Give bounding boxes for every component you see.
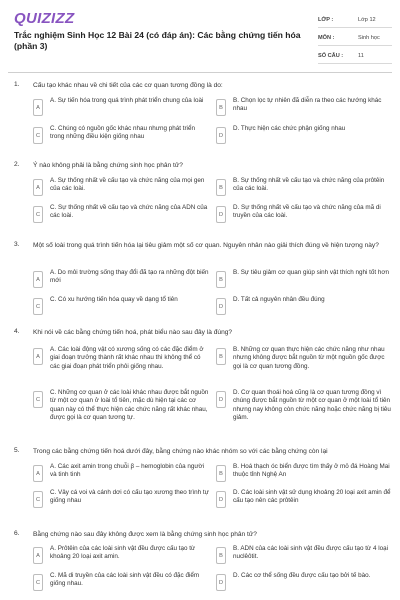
option-letter-box: C [33,574,43,591]
option-d[interactable] [216,296,394,315]
option-text: A. Sự tiến hóa trong quá trình phát triển chung của loài [50,97,204,104]
question-number: 1. [14,81,20,88]
option-d[interactable] [216,572,394,591]
option-text: A. Sự thống nhất về cấu tạo và chức năng của mọi gen của các loài. [50,177,205,193]
option-letter-box: D [216,574,226,591]
option-letter-box: D [216,391,226,408]
option-text: C. Mã di truyền của các loài sinh vật đều có đặc điểm giống nhau. [50,572,200,588]
question-number: 3. [14,241,20,248]
question-number: 4. [14,328,20,335]
question-text: Cấu tạo khác nhau về chi tiết của các cơ quan tương đồng là do: [33,82,223,89]
meta-divider [318,27,392,28]
option-letter-box: A [33,179,43,196]
option-letter-box: A [33,465,43,482]
meta-subject-label: MÔN : [318,35,335,41]
option-letter-box: C [33,491,43,508]
option-b[interactable] [216,269,394,288]
meta-question-count-label: SỐ CÂU : [318,53,344,59]
question-text: Ý nào không phải là bằng chứng sinh học phân tử? [33,162,183,169]
option-text: D. Thực hiện các chức phận giống nhau [233,125,346,132]
option-d[interactable] [216,489,394,508]
option-text: A. Các loài động vật có xương sống có các đặc điểm ở giai đoạn trưởng thành rất khác nhau thì không thể có các giai đoạn phát triển phôi giống nhau. [50,346,204,370]
option-letter-box: D [216,491,226,508]
option-text: C. Có xu hướng tiến hóa quay về dạng tổ tiên [50,296,178,303]
question-text: Bằng chứng nào sau đây không được xem là bằng chứng sinh học phân tử? [33,531,257,538]
option-letter-box: C [33,391,43,408]
option-letter-box: D [216,127,226,144]
option-b[interactable] [216,97,394,116]
header-divider [8,72,392,73]
meta-divider [318,45,392,46]
meta-subject-value: Sinh học [358,35,380,41]
option-c[interactable] [33,296,211,315]
option-text: B. Những cơ quan thực hiện các chức năng như nhau nhưng không được bắt nguồn từ một nguồn gốc được gọi là cơ quan tương đồng. [233,346,385,370]
option-a[interactable] [33,346,211,371]
option-c[interactable] [33,489,211,508]
option-letter-box: B [216,271,226,288]
option-text: D. Các loài sinh vật sử dụng khoảng 20 loại axit amin để cấu tạo nên các prôtêin [233,489,391,505]
option-b[interactable] [216,545,394,564]
option-letter-box: B [216,179,226,196]
option-text: B. Hoá thạch óc biển được tìm thấy ở mỏ đá Hoàng Mai thuộc tỉnh Nghệ An [233,463,390,479]
option-letter-box: C [33,206,43,223]
option-text: D. Cơ quan thoái hoá cũng là cơ quan tương đồng vì chúng được bắt nguồn từ một cơ quan ở một loài tổ tiên nhưng nay không còn chức năng hoặc chức năng bị tiêu giảm. [233,389,391,422]
option-d[interactable] [216,204,394,223]
option-letter-box: B [216,465,226,482]
option-letter-box: C [33,127,43,144]
option-letter-box: D [216,298,226,315]
option-b[interactable] [216,177,394,196]
meta-divider [318,63,392,64]
option-text: C. Chúng có nguồn gốc khác nhau nhưng phát triển trong những điều kiện giống nhau [50,125,195,141]
option-d[interactable] [216,389,394,423]
quizizz-logo: QUIZIZZ [14,10,75,27]
page-title: Trắc nghiệm Sinh Học 12 Bài 24 (có đáp án): Các bằng chứng tiến hóa (phần 3) [14,30,301,51]
option-text: D. Sự thống nhất về cấu tạo và chức năng của mã di truyền của các loài. [233,204,381,220]
question-text: Trong các bằng chứng tiến hoá dưới đây, bằng chứng nào khác nhóm so với các bằng chứng còn lại [33,448,328,455]
question-text: Khi nói về các bằng chứng tiến hoá, phát biểu nào sau đây là đúng? [33,329,233,336]
option-letter-box: B [216,99,226,116]
option-d[interactable] [216,125,394,144]
option-b[interactable] [216,346,394,371]
option-c[interactable] [33,572,211,591]
option-text: D. Tất cả nguyên nhân đều đúng [233,296,325,303]
option-a[interactable] [33,269,211,288]
question-text: Một số loài trong quá trình tiến hóa lại tiêu giảm một số cơ quan. Nguyên nhân nào giải thích đúng về hiện tượng này? [33,242,379,249]
option-c[interactable] [33,204,211,223]
option-letter-box: D [216,206,226,223]
worksheet-header [0,0,400,74]
option-text: D. Các cơ thể sống đều được cấu tạo bởi tế bào. [233,572,371,579]
option-letter-box: C [33,298,43,315]
meta-grade-value: Lớp 12 [358,17,376,23]
option-letter-box: A [33,99,43,116]
option-text: C. Sự thống nhất về cấu tạo và chức năng của ADN của các loài. [50,204,208,220]
option-text: B. ADN của các loài sinh vật đều được cấu tạo từ 4 loại nuclêôtit. [233,545,389,561]
option-a[interactable] [33,97,211,116]
meta-grade-label: LỚP : [318,17,334,23]
option-c[interactable] [33,125,211,144]
option-text: C. Những cơ quan ở các loài khác nhau được bắt nguồn từ một cơ quan ở loài tổ tiên, mặc dù hiện tại các cơ quan này có thể thực hiện các chức năng rất khác nhau, được gọi là cơ quan tương tự. [50,389,209,422]
option-c[interactable] [33,389,211,423]
option-letter-box: B [216,547,226,564]
option-b[interactable] [216,463,394,482]
option-a[interactable] [33,545,211,564]
question-number: 6. [14,530,20,537]
option-letter-box: B [216,348,226,365]
option-a[interactable] [33,177,211,196]
option-text: B. Sự thống nhất về cấu tạo và chức năng của prôtêin của các loài. [233,177,385,193]
option-letter-box: A [33,271,43,288]
meta-question-count-value: 11 [358,53,364,59]
option-letter-box: A [33,348,43,365]
option-text: A. Các axit amin trong chuỗi β – hemoglobin của người và tinh tinh [50,463,205,479]
option-text: B. Chọn lọc tự nhiên đã diễn ra theo các hướng khác nhau [233,97,382,113]
option-text: A. Prôtêin của các loài sinh vật đều được cấu tạo từ khoảng 20 loại axit amin. [50,545,196,561]
option-text: B. Sự tiêu giảm cơ quan giúp sinh vật thích nghi tốt hơn [233,269,389,276]
question-number: 5. [14,447,20,454]
question-number: 2. [14,161,20,168]
option-text: C. Vây cá voi và cánh dơi có cấu tạo xương theo trình tự giống nhau [50,489,209,505]
option-letter-box: A [33,547,43,564]
option-a[interactable] [33,463,211,482]
option-text: A. Do môi trường sống thay đổi đã tạo ra những đột biến mới [50,269,209,285]
